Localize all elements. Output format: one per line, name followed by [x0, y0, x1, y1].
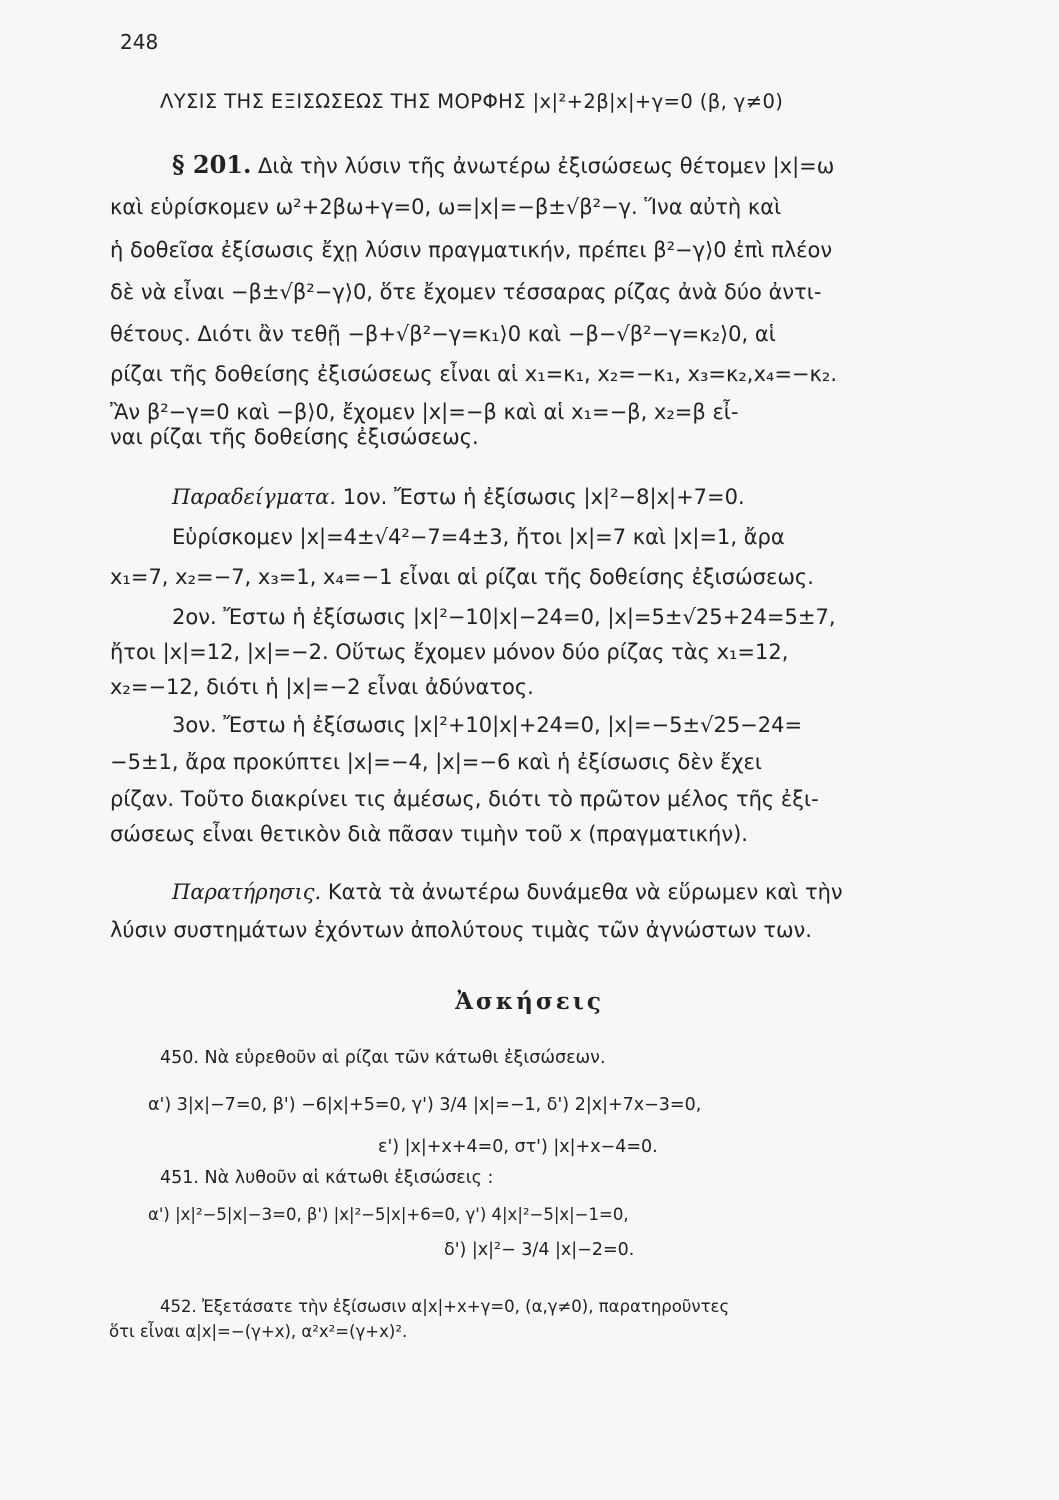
- remark-label: Παρατήρησις.: [172, 880, 322, 904]
- exercise-line: 452. Ἐξετάσατε τὴν ἐξίσωσιν α|x|+x+γ=0, (α,γ≠0), παρατηροῦντες: [160, 1297, 730, 1316]
- exercise-line: α') 3|x|−7=0, β') −6|x|+5=0, γ') 3/4 |x|=−1, δ') 2|x|+7x−3=0,: [148, 1095, 702, 1115]
- example-line: σώσεως εἶναι θετικὸν διὰ πᾶσαν τιμὴν τοῦ x (πραγματικήν).: [110, 822, 748, 846]
- section-line: Διὰ τὴν λύσιν τῆς ἀνωτέρω ἐξισώσεως θέτομεν |x|=ω: [258, 154, 835, 178]
- remark-line: λύσιν συστημάτων ἐχόντων ἀπολύτους τιμὰς τῶν ἀγνώστων των.: [110, 918, 812, 942]
- section-line: καὶ εὑρίσκομεν ω²+2βω+γ=0, ω=|x|=−β±√β²−γ. Ἵνα αὐτὴ καὶ: [110, 195, 782, 219]
- example-line: −5±1, ἄρα προκύπτει |x|=−4, |x|=−6 καὶ ἡ ἐξίσωσις δὲν ἔχει: [110, 750, 763, 774]
- section-line: ναι ρίζαι τῆς δοθείσης ἐξισώσεως.: [110, 425, 479, 449]
- example-line: Εὑρίσκομεν |x|=4±√4²−7=4±3, ἤτοι |x|=7 καὶ |x|=1, ἄρα: [172, 525, 785, 549]
- exercise-line: ε') |x|+x+4=0, στ') |x|+x−4=0.: [378, 1137, 658, 1157]
- remark-line: Κατὰ τὰ ἀνωτέρω δυνάμεθα νὰ εὕρωμεν καὶ τὴν: [327, 880, 843, 904]
- section-line: θέτους. Διότι ἂν τεθῇ −β+√β²−γ=κ₁⟩0 καὶ −β−√β²−γ=κ₂⟩0, αἱ: [110, 322, 776, 346]
- section-201-first-line: [172, 150, 834, 179]
- example-line: ἤτοι |x|=12, |x|=−2. Οὕτως ἔχομεν μόνον δύο ρίζας τὰς x₁=12,: [110, 640, 789, 664]
- section-line: Ἂν β²−γ=0 καὶ −β⟩0, ἔχομεν |x|=−β καὶ αἱ x₁=−β, x₂=β εἶ-: [110, 400, 739, 424]
- exercise-line: 451. Νὰ λυθοῦν αἱ κάτωθι ἐξισώσεις :: [160, 1168, 494, 1188]
- exercises-heading: Ἀσκήσεις: [455, 988, 604, 1015]
- section-mark: § 201.: [172, 150, 252, 179]
- page-number: 248: [120, 30, 159, 54]
- exercise-line: 450. Νὰ εὑρεθοῦν αἱ ρίζαι τῶν κάτωθι ἐξισώσεων.: [160, 1048, 606, 1068]
- section-line: ρίζαι τῆς δοθείσης ἐξισώσεως εἶναι αἱ x₁=κ₁, x₂=−κ₁, x₃=κ₂,x₄=−κ₂.: [110, 362, 837, 386]
- exercise-line: ὅτι εἶναι α|x|=−(γ+x), α²x²=(γ+x)².: [109, 1322, 408, 1341]
- section-line: ἡ δοθεῖσα ἐξίσωσις ἔχῃ λύσιν πραγματικήν, πρέπει β²−γ⟩0 ἐπὶ πλέον: [110, 238, 833, 262]
- example-line: 2ον. Ἔστω ἡ ἐξίσωσις |x|²−10|x|−24=0, |x|=5±√25+24=5±7,: [172, 605, 836, 629]
- example-line: 3ον. Ἔστω ἡ ἐξίσωσις |x|²+10|x|+24=0, |x|=−5±√25−24=: [172, 713, 803, 737]
- exercise-line: α') |x|²−5|x|−3=0, β') |x|²−5|x|+6=0, γ') 4|x|²−5|x|−1=0,: [148, 1205, 629, 1224]
- examples-label: Παραδείγματα.: [172, 485, 337, 509]
- example-line: x₂=−12, διότι ἡ |x|=−2 εἶναι ἀδύνατος.: [110, 675, 534, 699]
- example-line: x₁=7, x₂=−7, x₃=1, x₄=−1 εἶναι αἱ ρίζαι τῆς δοθείσης ἐξισώσεως.: [110, 565, 814, 589]
- exercise-line: δ') |x|²− 3/4 |x|−2=0.: [444, 1240, 635, 1260]
- examples-first-line: [172, 485, 745, 509]
- running-header: ΛΥΣΙΣ ΤΗΣ ΕΞΙΣΩΣΕΩΣ ΤΗΣ ΜΟΡΦΗΣ |x|²+2β|x|+γ=0 (β, γ≠0): [160, 90, 784, 113]
- remark-first-line: [172, 880, 843, 904]
- example-line: 1ον. Ἔστω ἡ ἐξίσωσις |x|²−8|x|+7=0.: [342, 485, 745, 509]
- example-line: ρίζαν. Τοῦτο διακρίνει τις ἀμέσως, διότι τὸ πρῶτον μέλος τῆς ἐξι-: [110, 787, 819, 811]
- section-line: δὲ νὰ εἶναι −β±√β²−γ⟩0, ὅτε ἔχομεν τέσσαρας ρίζας ἀνὰ δύο ἀντι-: [110, 280, 822, 304]
